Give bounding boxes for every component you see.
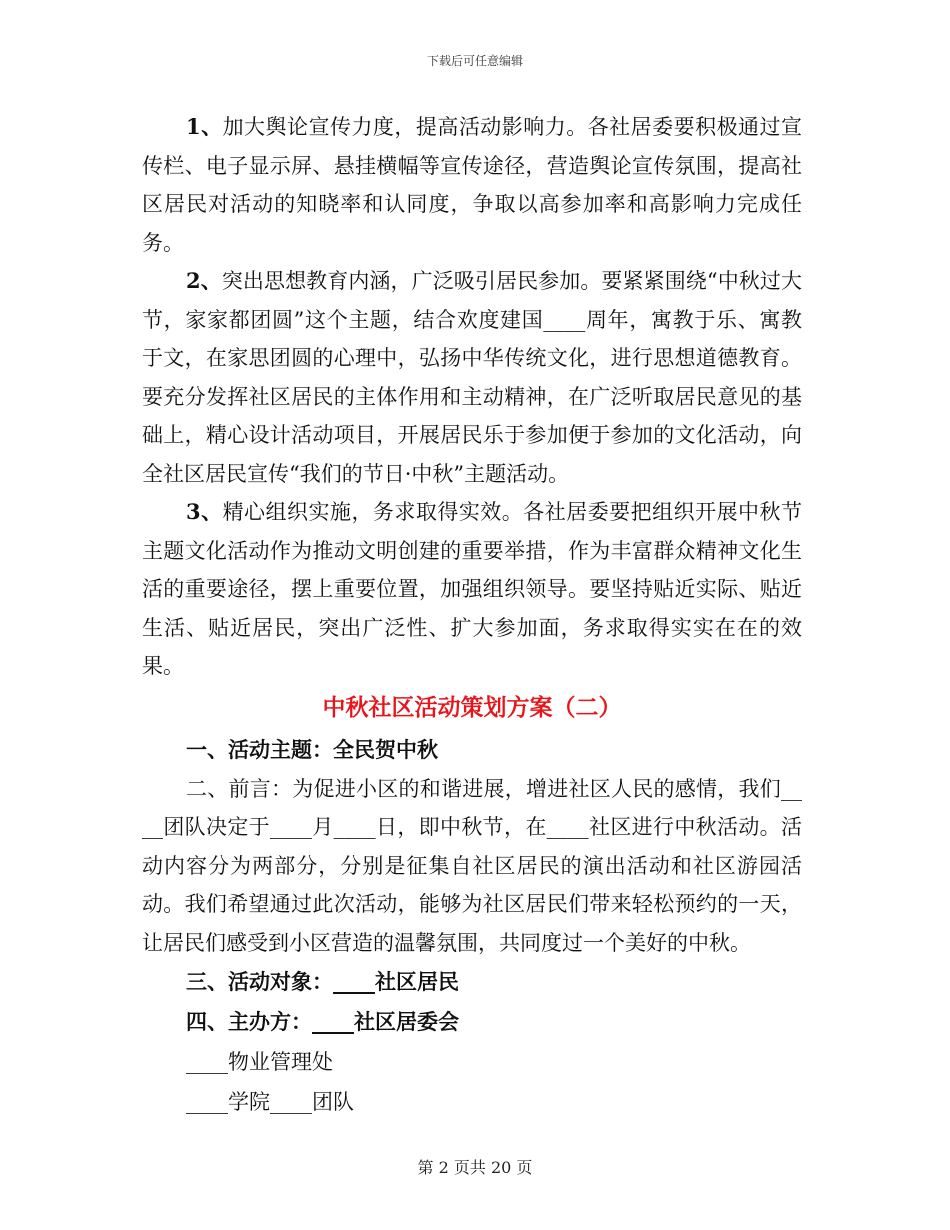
document-body — [142, 108, 802, 1122]
paragraph-2-text: 突出思想教育内涵，广泛吸引居民参加。要紧紧围绕“中秋过大节，家家都团圆”这个主题，结合欢度建国____周年，寓教于乐、寓教于文，在家思团圆的心理中，弘扬中华传统文化，进行思想道德教育。要充分发挥社区居民的主体作用和主动精神，在广泛听取居民意见的基础上，精心设计活动项目，开展居民乐于参加便于参加的文化活动，向全社区居民宣传“我们的节日·中秋”主题活动。 — [142, 269, 802, 486]
activity-target-heading: 三、活动对象：____社区居民 — [186, 969, 459, 994]
co-organizer-1: ____物业管理处 — [186, 1050, 333, 1074]
paragraph-1 — [142, 108, 802, 262]
paragraph-1-number: 1、 — [186, 114, 223, 139]
activity-theme-heading: 一、活动主题：全民贺中秋 — [186, 736, 438, 762]
co-organizer-2: ____学院____团队 — [186, 1090, 354, 1114]
paragraph-1-text: 加大舆论宣传力度，提高活动影响力。各社居委要积极通过宣传栏、电子显示屏、悬挂横幅等宣传途径，营造舆论宣传氛围，提高社区居民对活动的知晓率和认同度，争取以高参加率和高影响力完成任务。 — [142, 115, 802, 255]
page-header: 下载后可任意编辑 — [426, 54, 523, 68]
paragraph-3-number: 3、 — [186, 499, 223, 524]
paragraph-3-text: 精心组织实施，务求取得实效。各社居委要把组织开展中秋节主题文化活动作为推动文明创建的重要举措，作为丰富群众精神文化生活的重要途径，摆上重要位置，加强组织领导。要坚持贴近实际、贴近生活、贴近居民，突出广泛性、扩大参加面，务求取得实实在在的效果。 — [142, 500, 802, 678]
organizer-heading: 四、主办方：____社区居委会 — [186, 1009, 459, 1034]
paragraph-3 — [142, 493, 802, 686]
paragraph-2-number: 2、 — [186, 268, 222, 293]
page-footer: 第 2 页共 20 页 — [417, 1158, 533, 1177]
paragraph-2 — [142, 262, 802, 493]
section-title: 中秋社区活动策划方案（二） — [322, 693, 622, 721]
preface-paragraph: 二、前言：为促进小区的和谐进展，增进社区人民的感情，我们____团队决定于____月____日，即中秋节，在____社区进行中秋活动。活动内容分为两部分，分别是征集自社区居民的演出活动和社区游园活动。我们希望通过此次活动，能够为社区居民们带来轻松预约的一天，让居民们感受到小区营造的温馨氛围，共同度过一个美好的中秋。 — [142, 776, 802, 955]
